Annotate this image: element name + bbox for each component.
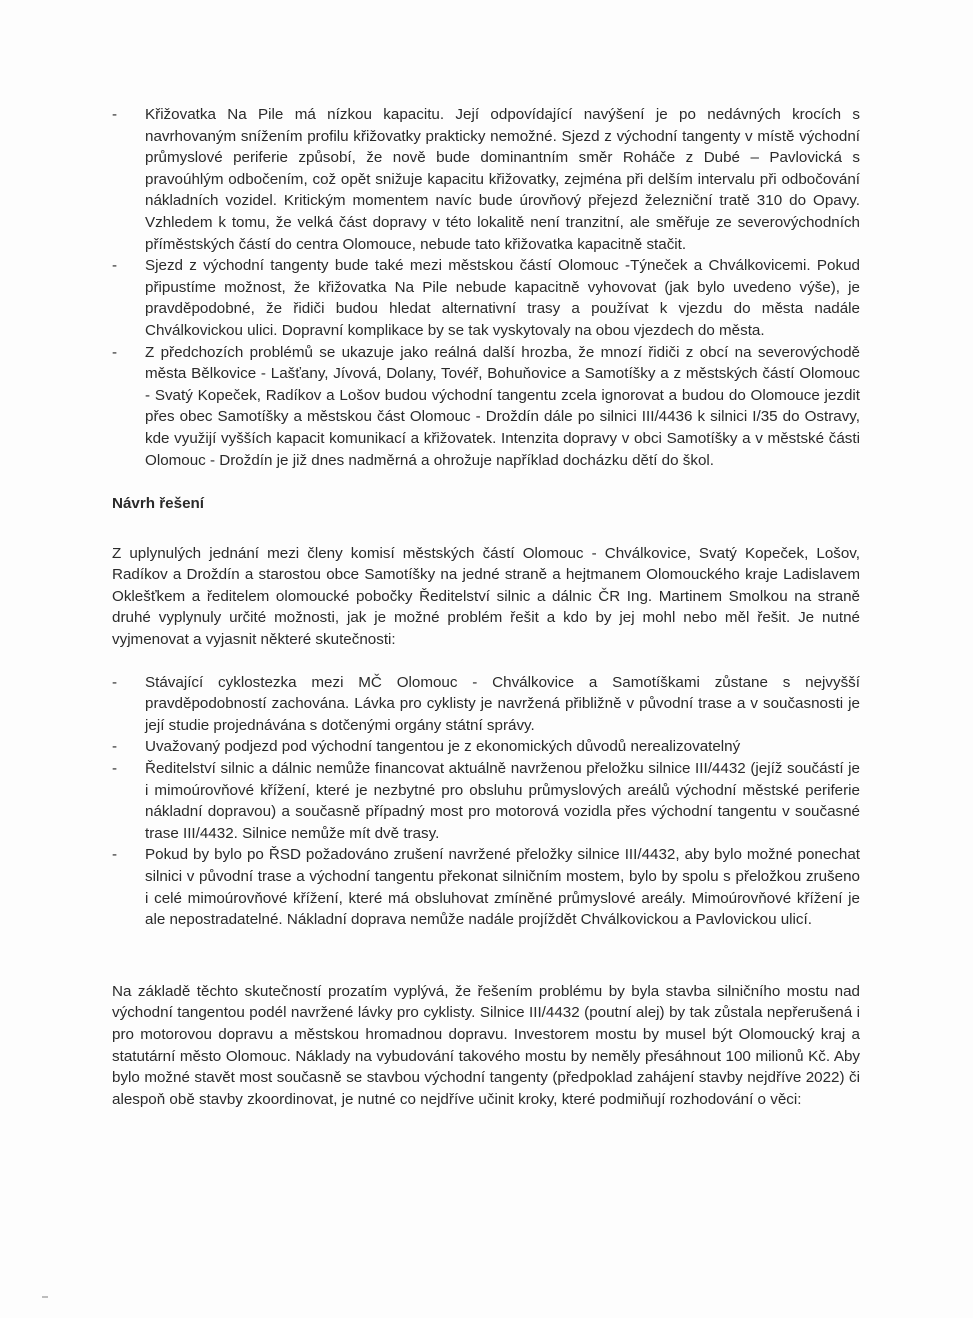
list-item	[112, 255, 860, 341]
intro-paragraph: Z uplynulých jednání mezi členy komisí městských částí Olomouc - Chválkovice, Svatý Kopeček, Lošov, Radíkov a Droždín a starostou obce Samotíšky na jedné straně a hejtmanem Olomouckého kraje Ladislavem Oklešťkem a ředitelem olomoucké pobočky Ředitelství silnic a dálnic ČR Ing. Martinem Smolkou na straně druhé vyplynuly určité možnosti, jak je možné problém řešit a kdo by jej mohl nebo měl řešit. Je nutné vyjmenovat a vyjasnit některé skutečnosti:	[112, 544, 860, 649]
scan-artifact	[42, 1296, 48, 1298]
list-item	[112, 672, 860, 737]
list-item-text: Sjezd z východní tangenty bude také mezi městskou částí Olomouc -Týneček a Chválkovicemi. Pokud připustíme možnost, že křižovatka Na Pile nebude kapacitně vyhovovat (jak bylo uvedeno výše), je pravděpodobné, že řidiči budou hledat alternativní trasy a používat k vjezdu do města nadále Chválkovickou ulici. Dopravní komplikace by se tak vyskytovaly na obou vjezdech do města.	[145, 257, 860, 339]
bullet-dash: -	[112, 257, 118, 275]
list-item	[112, 844, 860, 930]
list-item-text: Pokud by bylo po ŘSD požadováno zrušení navržené přeložky silnice III/4432, aby bylo možné ponechat silnici v původní trase a východní tangentu překonat silničním mostem, bylo by spolu s přeložkou zrušeno i celé mimoúrovňové křížení, které má obsluhovat zmíněné průmyslové areály. Mimoúrovňové křížení je ale nepostradatelné. Nákladní doprava nemůže nadále projíždět Chválkovickou a Pavlovickou ulicí.	[145, 846, 860, 929]
list-item	[112, 758, 860, 844]
bullet-dash: -	[112, 673, 118, 691]
problem-list	[112, 104, 860, 471]
closing-paragraph: Na základě těchto skutečností prozatím vyplývá, že řešením problému by byla stavba silničního mostu nad východní tangentou podél navržené lávky pro cyklisty. Silnice III/4432 (poutní alej) by tak zůstala nepřerušená i pro motorovou dopravu a městskou hromadnou dopravu. Investorem mostu by musel být Olomoucký kraj a statutární město Olomouc. Náklady na vybudování takového mostu by neměly přesáhnout 100 milionů Kč. Aby bylo možné stavět most současně se stavbou východní tangenty (předpoklad zahájení stavby nejdříve 2022) či alespoň obě stavby zkoordinovat, je nutné co nejdříve učinit kroky, které podmiňují rozhodování o věci:	[112, 982, 860, 1108]
list-item-text: Uvažovaný podjezd pod východní tangentou je z ekonomických důvodů nerealizovatelný	[145, 738, 741, 756]
list-item	[112, 736, 860, 758]
list-item	[112, 104, 860, 255]
list-item	[112, 342, 860, 472]
bullet-dash: -	[112, 343, 118, 361]
bullet-dash: -	[112, 846, 118, 864]
bullet-dash: -	[112, 106, 118, 123]
list-item-text: Stávající cyklostezka mezi MČ Olomouc - Chválkovice a Samotíškami zůstane s nejvyšší pravděpodobností zachována. Lávka pro cyklisty je navržená přibližně v původní trase a v současnosti je její studie projednávána s dotčenými orgány státní správy.	[145, 673, 860, 734]
list-item-text: Z předchozích problémů se ukazuje jako reálná další hrozba, že mnozí řidiči z obcí na severovýchodě města Bělkovice - Lašťany, Jívová, Dolany, Tovéř, Bohuňovice a Samotíšky a z městských částí Olomouc - Svatý Kopeček, Radíkov a Lošov budou východní tangentu zcela ignorovat a budou do Olomouce jezdit přes obec Samotíšky a městskou část Olomouc - Droždín dále po silnici III/4436 k silnici I/35 do Ostravy, kde využijí vyšších kapacit komunikací a křižovatek. Intenzita dopravy v obci Samotíšky a v městské části Olomouc - Droždín je již dnes nadměrná a ohrožuje například docházku dětí do škol.	[145, 343, 860, 469]
bullet-dash: -	[112, 738, 118, 756]
list-item-text: Křižovatka Na Pile má nízkou kapacitu. Její odpovídající navýšení je po nedávných krocích s navrhovaným snížením profilu křižovatky prakticky nemožné. Sjezd z východní tangenty v místě východní průmyslové periferie způsobí, že nově bude dominantním směr Roháče z Dubé – Pavlovická s pravoúhlým odbočením, což opět snižuje kapacitu křižovatky, zejména při delším intervalu při odbočování nákladních vozidel. Kritickým momentem navíc bude úrovňový přejezd železniční tratě 310 do Opavy. Vzhledem k tomu, že velká část dopravy v této lokalitě není tranzitní, ale směřuje ze severovýchodních příměstských částí do centra Olomouce, nebude tato křižovatka kapacitně stačit.	[145, 106, 860, 253]
bullet-dash: -	[112, 760, 118, 778]
document-body	[112, 104, 860, 1110]
list-item-text: Ředitelství silnic a dálnic nemůže financovat aktuálně navrženou přeložku silnice III/4432 (jejíž součástí je i mimoúrovňové křížení, které je nezbytné pro obsluhu průmyslových areálů východní městské periferie nákladní dopravou) a současně případný most pro motorová vozidla přes východní tangentu v současné trase III/4432. Silnice nemůže mít dvě trasy.	[145, 760, 860, 842]
facts-list	[112, 672, 860, 931]
section-heading: Návrh řešení	[112, 495, 205, 513]
